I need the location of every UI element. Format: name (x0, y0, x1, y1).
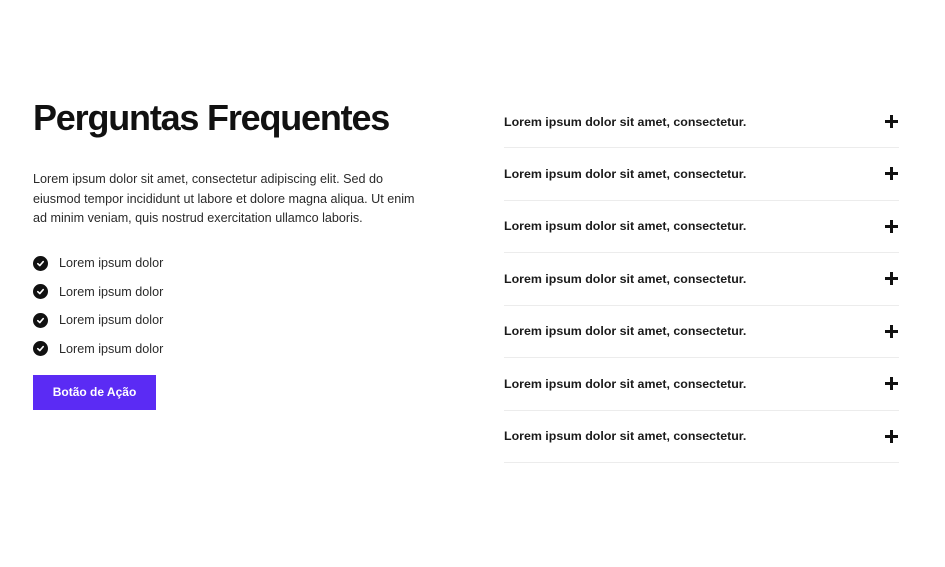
plus-icon[interactable] (885, 272, 898, 285)
check-circle-icon (33, 256, 48, 271)
plus-icon[interactable] (885, 220, 898, 233)
faq-intro (33, 96, 433, 410)
faq-question: Lorem ipsum dolor sit amet, consectetur. (504, 324, 747, 339)
checklist-label: Lorem ipsum dolor (59, 256, 164, 271)
checklist-label: Lorem ipsum dolor (59, 341, 164, 356)
faq-item[interactable] (504, 253, 899, 306)
plus-icon[interactable] (885, 377, 898, 390)
plus-icon[interactable] (885, 167, 898, 180)
checklist-item (33, 249, 433, 278)
checklist-item (33, 306, 433, 335)
faq-item[interactable] (504, 358, 899, 411)
checklist-label: Lorem ipsum dolor (59, 313, 164, 328)
plus-icon[interactable] (885, 115, 898, 128)
faq-item[interactable] (504, 148, 899, 201)
check-circle-icon (33, 341, 48, 356)
faq-item[interactable] (504, 306, 899, 359)
plus-icon[interactable] (885, 430, 898, 443)
section-description: Lorem ipsum dolor sit amet, consectetur adipiscing elit. Sed do eiusmod tempor incididunt ut labore et dolore magna aliqua. Ut enim ad minim veniam, quis nostrud exercitation ullamco laboris. (33, 172, 415, 226)
faq-question: Lorem ipsum dolor sit amet, consectetur. (504, 271, 747, 286)
action-button[interactable]: Botão de Ação (33, 375, 156, 410)
faq-item[interactable] (504, 411, 899, 464)
checklist-label: Lorem ipsum dolor (59, 284, 164, 299)
checklist-item (33, 334, 433, 363)
faq-question: Lorem ipsum dolor sit amet, consectetur. (504, 429, 747, 444)
check-circle-icon (33, 313, 48, 328)
faq-accordion (504, 96, 899, 463)
check-circle-icon (33, 284, 48, 299)
checklist-item (33, 277, 433, 306)
faq-question: Lorem ipsum dolor sit amet, consectetur. (504, 114, 747, 129)
faq-question: Lorem ipsum dolor sit amet, consectetur. (504, 166, 747, 181)
feature-checklist (33, 249, 433, 363)
faq-item[interactable] (504, 96, 899, 148)
section-title: Perguntas Frequentes (33, 97, 390, 138)
faq-question: Lorem ipsum dolor sit amet, consectetur. (504, 219, 747, 234)
plus-icon[interactable] (885, 325, 898, 338)
faq-item[interactable] (504, 201, 899, 254)
faq-question: Lorem ipsum dolor sit amet, consectetur. (504, 376, 747, 391)
